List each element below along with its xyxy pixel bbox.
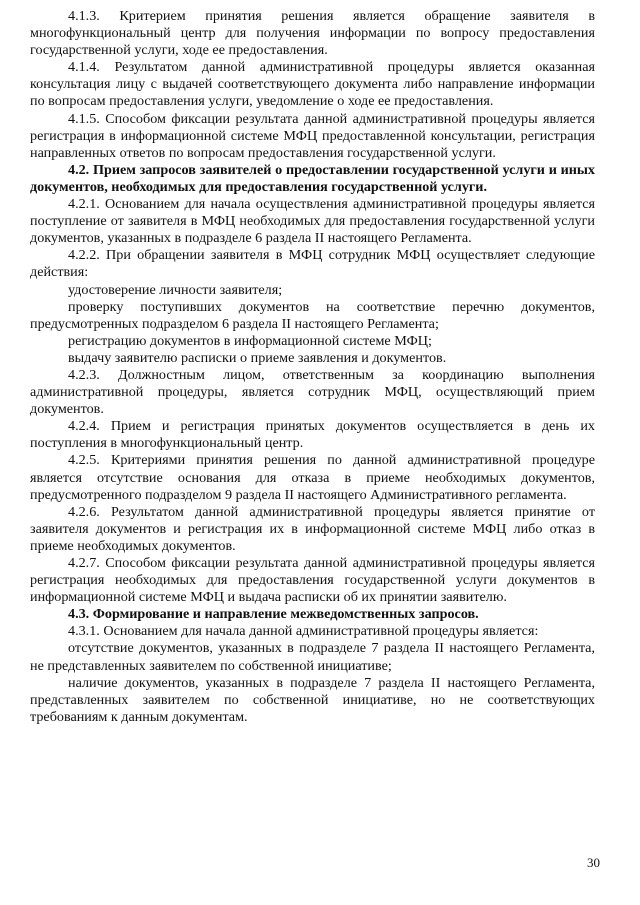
list-item: выдачу заявителю расписки о приеме заявления и документов. xyxy=(68,349,447,366)
list-item: отсутствие документов, указанных в подразделе 7 раздела II настоящего Регламента, не представленных заявителем по собственной инициативе; xyxy=(30,640,595,674)
list-item: удостоверение личности заявителя; xyxy=(68,281,283,298)
paragraph-4-2-2: 4.2.2. При обращении заявителя в МФЦ сотрудник МФЦ осуществляет следующие действия: xyxy=(30,247,595,281)
list-item: наличие документов, указанных в подразделе 7 раздела II настоящего Регламента, представленных заявителем по собственной инициативе, но не соответствующих требованиям к данным документам. xyxy=(30,674,595,725)
paragraph-4-2-4: 4.2.4. Прием и регистрация принятых документов осуществляется в день их поступления в многофункциональный центр. xyxy=(30,418,595,452)
paragraph-4-1-3: 4.1.3. Критерием принятия решения является обращение заявителя в многофункциональный центр для получения информации по вопросу предоставления государственной услуги, ходе ее предоставления. xyxy=(30,8,595,59)
document-page xyxy=(30,8,595,726)
paragraph-4-2-6: 4.2.6. Результатом данной административной процедуры является принятие от заявителя документов и регистрация их в информационной системе МФЦ либо отказ в приеме необходимых документов. xyxy=(30,503,595,554)
paragraph-4-2-1: 4.2.1. Основанием для начала осуществления административной процедуры является поступление от заявителя в МФЦ необходимых для предоставления государственной услуги документов, указанных в подразделе 6 раздела II настоящего Регламента. xyxy=(30,196,595,247)
section-heading-4-3: 4.3. Формирование и направление межведомственных запросов. xyxy=(68,606,479,623)
paragraph-4-2-7: 4.2.7. Способом фиксации результата данной административной процедуры является регистрация необходимых для предоставления государственной услуги документов в информационной системе МФЦ и выдача расписки об их принятии заявителю. xyxy=(30,555,595,606)
paragraph-4-3-1: 4.3.1. Основанием для начала данной административной процедуры является: xyxy=(68,623,539,640)
paragraph-4-1-4: 4.1.4. Результатом данной административной процедуры является оказанная консультация лицу с выдачей соответствующего документа либо направление информации по вопросам предоставления услуги, уведомление о ходе ее предоставления. xyxy=(30,59,595,110)
paragraph-4-2-5: 4.2.5. Критериями принятия решения по данной административной процедуре является отсутствие основания для отказа в приеме необходимых документов, предусмотренного подразделом 9 раздела II настоящего Административного регламента. xyxy=(30,452,595,503)
paragraph-4-2-3: 4.2.3. Должностным лицом, ответственным за координацию выполнения административной процедуры, является сотрудник МФЦ, осуществляющий прием документов. xyxy=(30,366,595,418)
page-number: 30 xyxy=(587,855,600,870)
list-item: регистрацию документов в информационной системе МФЦ; xyxy=(68,332,432,349)
paragraph-4-1-5: 4.1.5. Способом фиксации результата данной административной процедуры является регистрация в информационной системе МФЦ предоставленной консультации, регистрация направленных ответов по вопросам предоставления государственной услуги. xyxy=(30,110,595,161)
section-heading-4-2: 4.2. Прием запросов заявителей о предоставлении государственной услуги и иных документов, необходимых для предоставления государственной услуги. xyxy=(30,161,595,195)
list-item: проверку поступивших документов на соответствие перечню документов, предусмотренных подразделом 6 раздела II настоящего Регламента; xyxy=(30,298,595,332)
